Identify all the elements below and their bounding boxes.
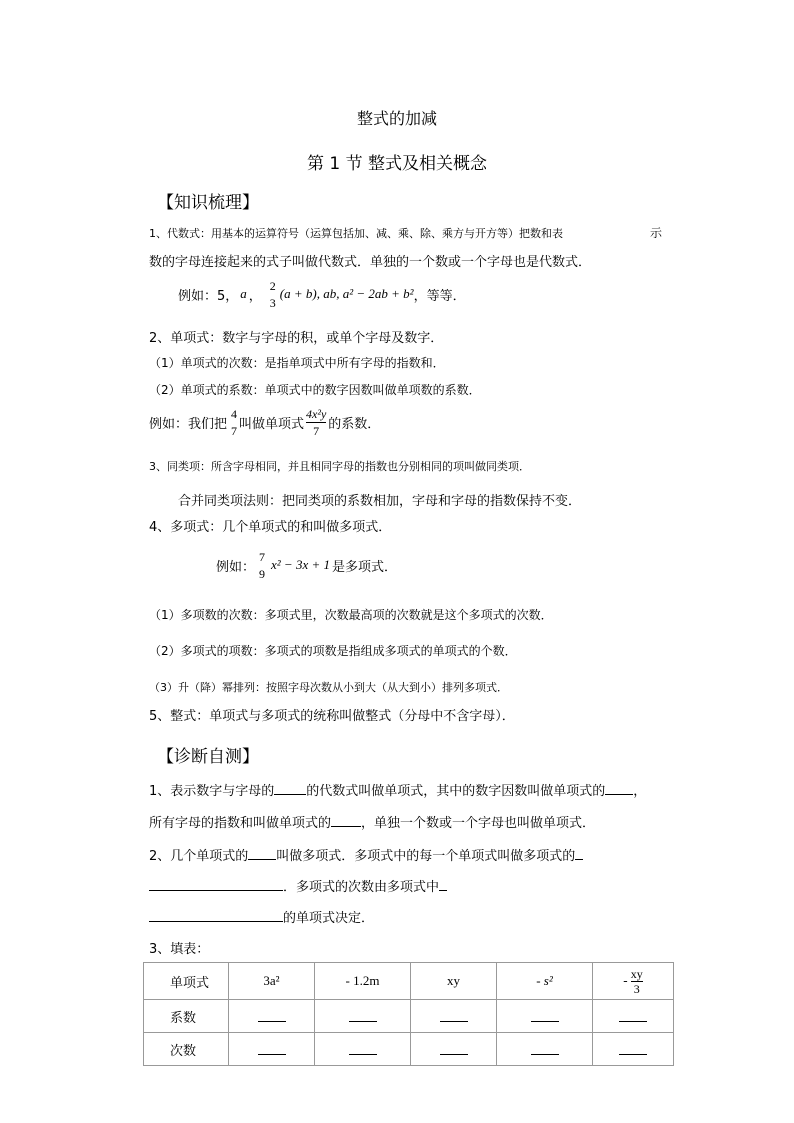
q1-line2 (149, 812, 595, 831)
q2-text-a: 2、几个单项式的 (149, 849, 249, 864)
k1-example-a: a (240, 286, 247, 301)
q1-blank-3[interactable] (331, 814, 361, 827)
answer-cell[interactable] (315, 1033, 411, 1066)
k4-example-a: 例如： (216, 559, 256, 575)
k4-fraction-den: 9 (259, 566, 266, 581)
k4-example-expr: x² − 3x + 1 (271, 557, 330, 572)
row-header-monomial: 单项式 (144, 963, 229, 1000)
k2-fraction2-den: 7 (306, 422, 326, 439)
k2-fraction1 (231, 406, 237, 439)
q1-blank-2[interactable] (605, 782, 633, 795)
fraction-sign: - (623, 971, 628, 987)
k4-2: （2）多项式的项数：多项式的项数是指组成多项式的单项式的个数． (149, 644, 517, 658)
page-title: 整式的加减 (356, 109, 437, 128)
k2-2: （2）单项式的系数：单项式中的数字因数叫做单项数的系数． (149, 383, 481, 397)
k1-fraction-num: 2 (269, 278, 276, 293)
k1-example-suffix: ，等等． (413, 288, 466, 304)
q2-blank-2b[interactable] (149, 878, 283, 891)
q2-line3 (149, 907, 374, 926)
answer-blank[interactable] (619, 1007, 647, 1022)
answer-cell[interactable] (411, 1000, 497, 1033)
k2-1: （1）单项式的次数：是指单项式中所有字母的指数和． (149, 356, 445, 370)
row-header-degree: 次数 (144, 1033, 229, 1066)
answer-cell[interactable] (229, 1033, 315, 1066)
answer-blank[interactable] (440, 1040, 468, 1055)
k1-line2: 数的字母连接起来的式子叫做代数式．单独的一个数或一个字母也是代数式． (149, 255, 592, 270)
monomial-fraction (631, 967, 643, 996)
q2-blank-2a[interactable] (575, 847, 583, 860)
k4: 4、多项式：几个单项式的和叫做多项式． (149, 520, 392, 535)
answer-blank[interactable] (531, 1007, 559, 1022)
k4-example (216, 545, 397, 585)
k4-fraction-num: 7 (259, 549, 266, 564)
monomial-fraction-den: 3 (631, 981, 643, 996)
k5: 5、整式：单项式与多项式的统称叫做整式（分母中不含字母）． (149, 709, 515, 724)
q1-text-d: 所有字母的指数和叫做单项式的 (149, 816, 332, 831)
q1-text-b: 的代数式叫做单项式，其中的数字因数叫做单项式的 (306, 784, 606, 799)
monomial-fraction-num: xy (630, 966, 643, 981)
k1-example (178, 272, 466, 316)
answer-cell[interactable] (229, 1000, 315, 1033)
answer-blank[interactable] (349, 1007, 377, 1022)
k4-3: （3）升（降）幂排列：按照字母次数从小到大（从大到小）排列多项式． (149, 681, 508, 694)
q1-text-a: 1、表示数字与字母的 (149, 784, 275, 799)
k1-line1: 1、代数式：用基本的运算符号（运算包括加、减、乘、除、乘方与开方等）把数和表 (149, 227, 563, 240)
q2-text-b: 叫做多项式．多项式中的每一个单项式叫做多项式的 (276, 849, 576, 864)
answer-blank[interactable] (619, 1040, 647, 1055)
answer-cell[interactable] (411, 1033, 497, 1066)
fill-table (143, 962, 674, 1066)
answer-blank[interactable] (531, 1040, 559, 1055)
q1-blank-1[interactable] (274, 782, 306, 795)
answer-blank[interactable] (440, 1007, 468, 1022)
knowledge-heading: 【知识梳理】 (157, 193, 259, 213)
q3-label: 3、填表： (149, 942, 210, 957)
q2-line2 (149, 876, 447, 895)
row-header-coefficient: 系数 (144, 1000, 229, 1033)
monomial-cell-fraction (593, 963, 674, 1000)
monomial-cell: 3a² (229, 963, 315, 1000)
q2-blank-3b[interactable] (149, 909, 283, 922)
k2-example (149, 402, 380, 442)
monomial-cell: - s² (497, 963, 593, 1000)
answer-blank[interactable] (349, 1040, 377, 1055)
k1-example-prefix: 例如：5， (178, 288, 239, 304)
k1-fraction-den: 3 (269, 295, 276, 310)
q2-line1 (149, 845, 583, 864)
monomial-cell: xy (411, 963, 497, 1000)
q1-text-c: ， (633, 784, 647, 799)
monomial-cell: - 1.2m (315, 963, 411, 1000)
k3: 3、同类项：所含字母相同，并且相同字母的指数也分别相同的项叫做同类项． (149, 460, 530, 473)
q2-text-c: ．多项式的次数由多项式中 (283, 880, 440, 895)
section-title: 第 1 节 整式及相关概念 (306, 154, 488, 174)
k1-fraction (270, 278, 276, 311)
k2-example-c: 的系数． (328, 416, 381, 432)
k2-example-b: 叫做单项式 (239, 416, 305, 432)
k4-example-b: 是多项式． (332, 559, 398, 575)
k1-line1-tail: 示 (650, 226, 663, 240)
k2-fraction1-num: 4 (231, 406, 238, 421)
k4-1: （1）多项数的次数：多项式里，次数最高项的次数就是这个多项式的次数． (149, 608, 553, 622)
answer-blank[interactable] (258, 1007, 286, 1022)
table-row-monomial (144, 963, 674, 1000)
table-row-coefficient (144, 1000, 674, 1033)
answer-cell[interactable] (593, 1000, 674, 1033)
k1-example-sep: ， (248, 288, 262, 304)
k1-example-expr: (a + b), ab, a² − 2ab + b² (279, 286, 414, 301)
k2: 2、单项式：数字与字母的积，或单个字母及数字． (149, 331, 444, 346)
answer-blank[interactable] (258, 1040, 286, 1055)
table-row-degree (144, 1033, 674, 1066)
q2-blank-1[interactable] (248, 847, 276, 860)
diagnostic-heading: 【诊断自测】 (157, 747, 259, 767)
answer-cell[interactable] (315, 1000, 411, 1033)
k2-example-a: 例如：我们把 (149, 416, 228, 432)
answer-cell[interactable] (497, 1033, 593, 1066)
k2-fraction2 (306, 406, 326, 439)
k2-fraction2-num: 4x²y (306, 406, 327, 421)
k3-rule: 合并同类项法则：把同类项的系数相加，字母和字母的指数保持不变． (178, 494, 582, 509)
answer-cell[interactable] (593, 1033, 674, 1066)
q2-text-d: 的单项式决定． (283, 911, 375, 926)
q1-text-e: ，单独一个数或一个字母也叫做单项式． (361, 816, 596, 831)
q2-blank-3a[interactable] (439, 878, 447, 891)
k2-fraction1-den: 7 (231, 423, 238, 438)
k4-fraction (259, 549, 265, 582)
answer-cell[interactable] (497, 1000, 593, 1033)
q1-line1 (149, 780, 646, 799)
